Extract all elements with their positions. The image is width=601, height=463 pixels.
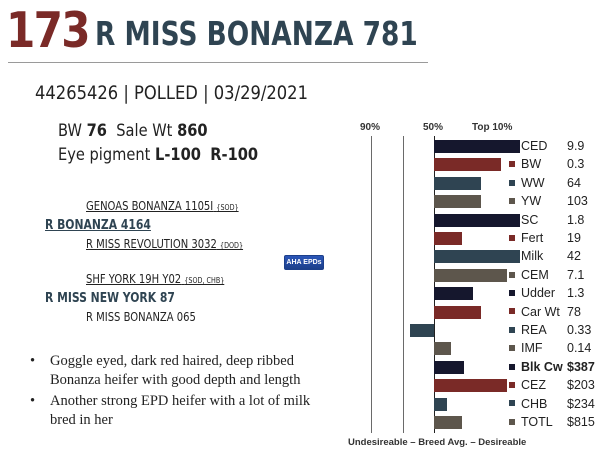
trait-name: Blk Cw bbox=[521, 359, 563, 374]
epd-row-imf bbox=[509, 341, 592, 356]
epd-row-milk bbox=[509, 249, 581, 264]
trait-value: 1.8 bbox=[567, 212, 585, 227]
note-item: • Goggle eyed, dark red haired, deep ribbed Bonanza heifer with good depth and length bbox=[30, 352, 330, 390]
epd-bar-car-wt bbox=[434, 306, 481, 319]
bw-value: 76 bbox=[86, 121, 107, 141]
trait-value: $234 bbox=[567, 396, 595, 411]
trait-name: REA bbox=[521, 323, 547, 337]
eye-pigment-line bbox=[58, 145, 258, 165]
epd-row-sc bbox=[509, 212, 585, 227]
trait-value: 103 bbox=[567, 194, 588, 209]
trait-value: 0.14 bbox=[567, 341, 592, 356]
epd-bar-rea bbox=[410, 324, 434, 337]
epd-row-car-wt bbox=[509, 304, 581, 319]
epd-bar-bw bbox=[434, 158, 501, 171]
eye-right-value: R-100 bbox=[210, 145, 259, 165]
legend-swatch-icon bbox=[509, 308, 515, 314]
epd-bar-ced bbox=[434, 140, 520, 153]
notes-list bbox=[30, 352, 330, 432]
trait-name: Milk bbox=[521, 249, 544, 264]
legend-swatch-icon bbox=[509, 198, 515, 204]
dam-sire-name: SHF YORK 19H Y02 bbox=[86, 271, 182, 286]
legend-swatch-icon bbox=[509, 364, 515, 370]
pedigree-sire-sire bbox=[86, 198, 239, 213]
sire-dam-name: R MISS REVOLUTION 3032 bbox=[86, 236, 217, 251]
legend-swatch-icon bbox=[509, 216, 515, 222]
trait-value: 19 bbox=[567, 231, 581, 245]
dam-sire-tag: {SOD, CHB} bbox=[184, 276, 225, 285]
trait-name: TOTL bbox=[521, 415, 553, 429]
epd-bar-cez bbox=[434, 379, 507, 392]
epd-row-udder bbox=[509, 286, 585, 301]
animal-name: R MISS BONANZA 781 bbox=[95, 14, 418, 53]
trait-name: CED bbox=[521, 139, 548, 153]
epd-row-chb bbox=[509, 396, 595, 411]
epd-bar-cem bbox=[434, 269, 507, 282]
epd-bar-imf bbox=[434, 342, 451, 355]
trait-value: 0.33 bbox=[567, 323, 592, 337]
trait-name: CEZ bbox=[521, 378, 546, 393]
trait-name: Udder bbox=[521, 286, 556, 301]
trait-name: Fert bbox=[521, 231, 544, 245]
lot-number: 173 bbox=[6, 2, 89, 59]
trait-value: 1.3 bbox=[567, 286, 585, 301]
legend-swatch-icon bbox=[509, 253, 515, 259]
weights-line bbox=[58, 121, 208, 141]
header-90pct: 90% bbox=[360, 122, 381, 133]
trait-name: YW bbox=[521, 194, 542, 209]
pedigree-dam-dam: R MISS BONANZA 065 bbox=[86, 309, 196, 324]
epd-bar-sc bbox=[434, 214, 520, 227]
epd-bar-totl bbox=[434, 416, 462, 429]
bw-label: BW bbox=[58, 121, 82, 141]
chart-footer: Undesireable – Breed Avg. – Desireable bbox=[348, 437, 527, 448]
legend-swatch-icon bbox=[509, 272, 515, 278]
epd-row-ww bbox=[509, 175, 581, 190]
trait-value: $387 bbox=[567, 359, 595, 374]
legend-swatch-icon bbox=[509, 290, 515, 296]
epd-row-yw bbox=[509, 194, 588, 209]
sale-wt-label: Sale Wt bbox=[116, 121, 173, 141]
note-item: • Another strong EPD heifer with a lot of milk bred in her bbox=[30, 392, 330, 430]
title-divider bbox=[8, 62, 428, 63]
trait-value: $203 bbox=[567, 378, 595, 393]
trait-value: 0.3 bbox=[567, 157, 585, 172]
epd-row-bw bbox=[509, 157, 585, 172]
sire-sire-tag: {SOD} bbox=[216, 203, 239, 212]
epd-bar-yw bbox=[434, 195, 481, 208]
legend-swatch-icon bbox=[509, 382, 515, 388]
trait-value: 64 bbox=[567, 175, 581, 190]
epd-bar-udder bbox=[434, 287, 473, 300]
epd-bar-chb bbox=[434, 398, 447, 411]
epd-bar-milk bbox=[434, 250, 520, 263]
header-50pct: 50% bbox=[423, 122, 444, 133]
legend-swatch-icon bbox=[509, 143, 515, 149]
epd-row-ced bbox=[509, 139, 585, 153]
epd-row-totl bbox=[509, 415, 595, 429]
sale-wt-value: 860 bbox=[177, 121, 208, 141]
legend-swatch-icon bbox=[509, 180, 515, 186]
trait-name: IMF bbox=[521, 341, 543, 356]
epd-bar-blk-cw bbox=[434, 361, 464, 374]
trait-value: 9.9 bbox=[567, 139, 585, 153]
epd-row-rea bbox=[509, 323, 592, 337]
epd-bar-ww bbox=[434, 177, 481, 190]
trait-name: WW bbox=[521, 175, 545, 190]
trait-name: CHB bbox=[521, 396, 548, 411]
legend-swatch-icon bbox=[509, 235, 515, 241]
legend-swatch-icon bbox=[509, 400, 515, 406]
trait-value: 7.1 bbox=[567, 267, 585, 282]
trait-name: CEM bbox=[521, 267, 549, 282]
sire-dam-tag: {DOD} bbox=[220, 241, 244, 250]
chart-gridline bbox=[371, 136, 372, 433]
legend-swatch-icon bbox=[509, 161, 515, 167]
pedigree-dam: R MISS NEW YORK 87 bbox=[45, 290, 175, 306]
pedigree-dam-sire bbox=[86, 271, 224, 286]
trait-name: Car Wt bbox=[521, 304, 560, 319]
legend-swatch-icon bbox=[509, 419, 515, 425]
trait-value: 42 bbox=[567, 249, 581, 264]
trait-value: $815 bbox=[567, 415, 595, 429]
trait-name: BW bbox=[521, 157, 542, 172]
sire-sire-name: GENOAS BONANZA 1105I bbox=[86, 198, 214, 213]
eye-left-value: L-100 bbox=[155, 145, 201, 165]
epd-row-cem bbox=[509, 267, 585, 282]
aha-epd-logo: AHA EPDs bbox=[284, 255, 324, 270]
legend-swatch-icon bbox=[509, 327, 515, 333]
eye-label: Eye pigment bbox=[58, 145, 151, 165]
trait-value: 78 bbox=[567, 304, 581, 319]
trait-name: SC bbox=[521, 212, 539, 227]
epd-row-blk-cw bbox=[509, 359, 595, 374]
legend-swatch-icon bbox=[509, 345, 515, 351]
epd-bar-fert bbox=[434, 232, 462, 245]
epd-row-cez bbox=[509, 378, 595, 393]
pedigree-sire: R BONANZA 4164 bbox=[45, 217, 151, 233]
pedigree-sire-dam bbox=[86, 236, 243, 251]
chart-gridline bbox=[403, 136, 404, 433]
header-top10: Top 10% bbox=[472, 122, 513, 133]
epd-row-fert bbox=[509, 231, 581, 245]
id-line: 44265426 | POLLED | 03/29/2021 bbox=[35, 82, 308, 104]
